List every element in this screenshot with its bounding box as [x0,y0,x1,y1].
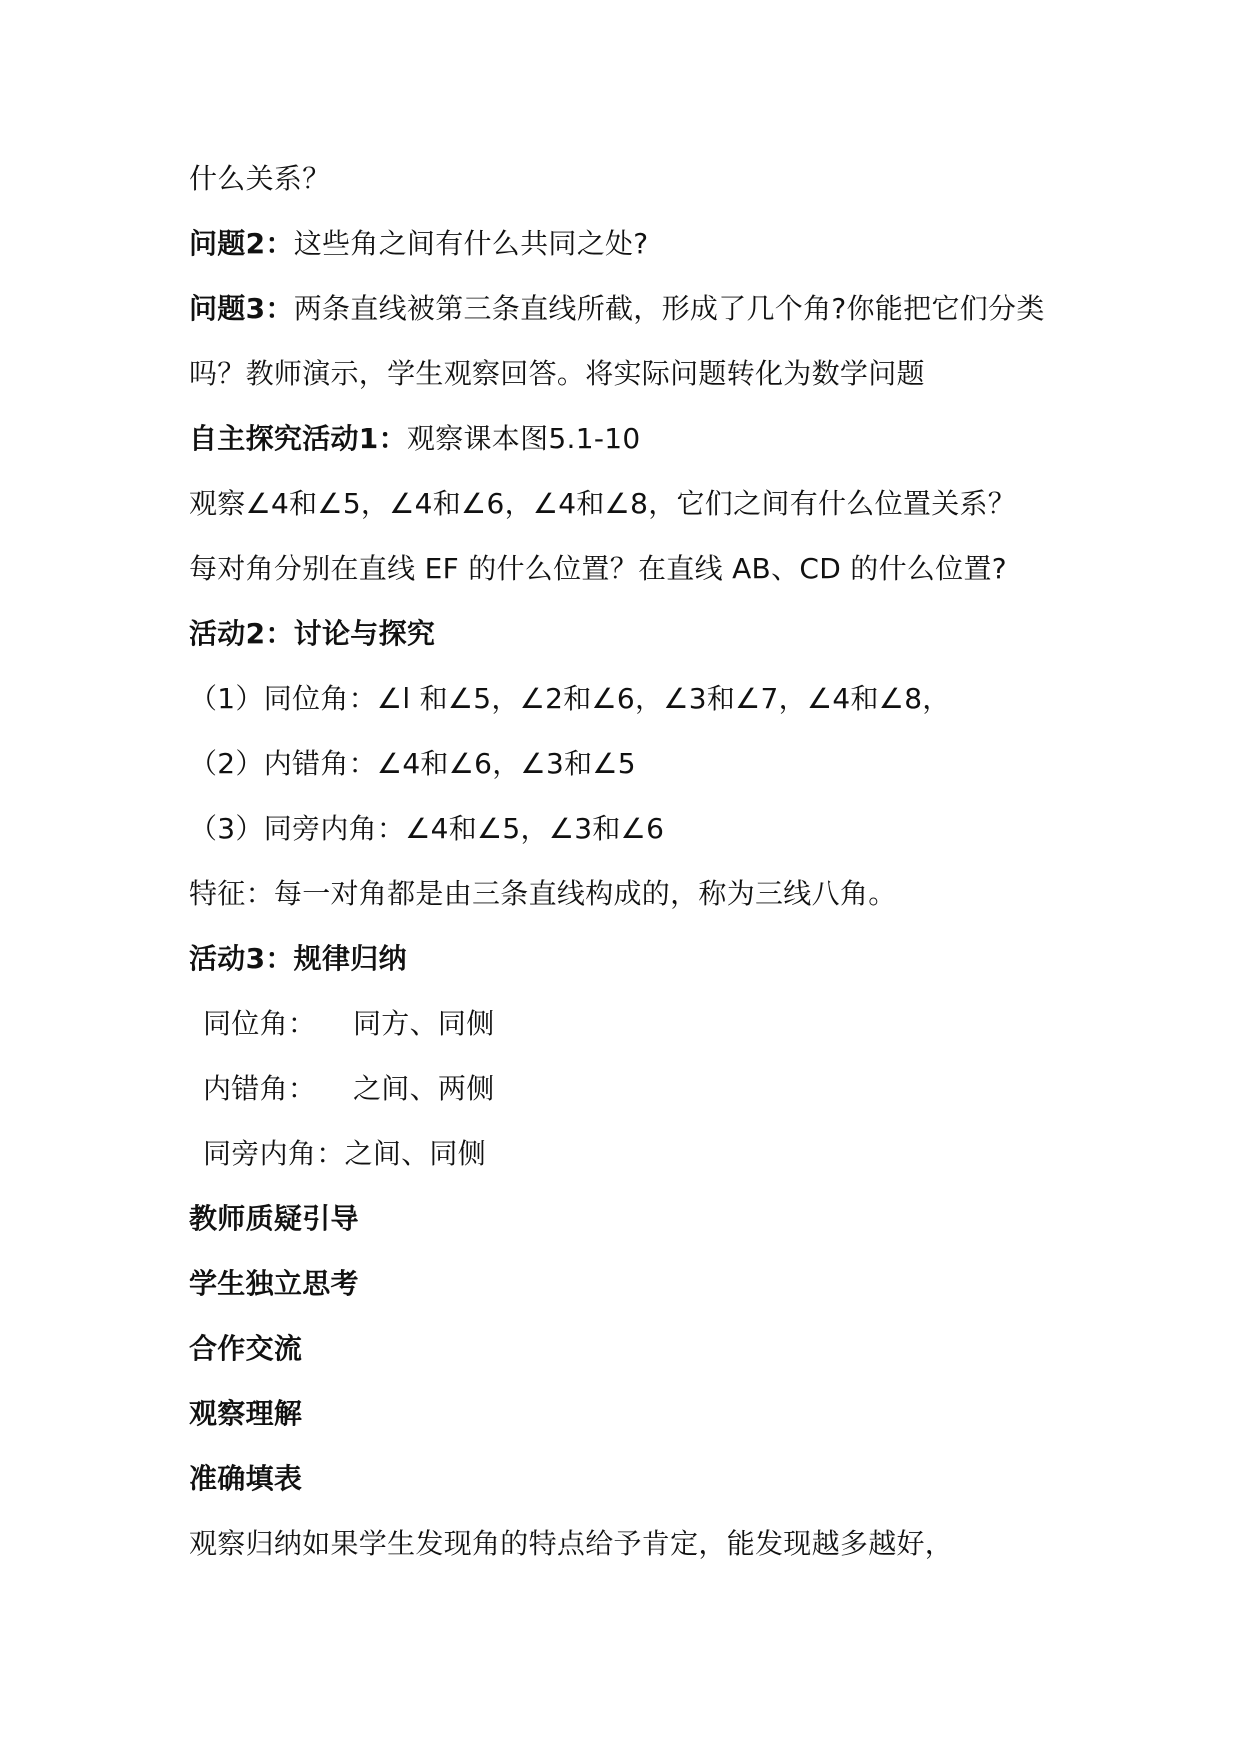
text-line: 什么关系？ [189,162,331,195]
rule-value: 之间、同侧 [344,1137,487,1170]
rule-key: 内错角： [203,1072,317,1105]
list-item: （2）内错角：∠4和∠6，∠3和∠5 [189,747,636,780]
question-2: 问题2：这些角之间有什么共同之处? [189,227,649,260]
text-line: 每对角分别在直线 EF 的什么位置？在直线 AB、CD 的什么位置? [189,552,1007,585]
question-label: 问题3： [189,292,294,325]
activity-1: 自主探究活动1：观察课本图5.1-10 [189,422,641,455]
rule-row [189,1135,1089,1200]
activity-3-heading: 活动3：规律归纳 [189,942,407,975]
bold-line: 学生独立思考 [189,1267,359,1300]
rule-row [189,1005,1089,1070]
rule-row [189,1070,1089,1135]
list-item: （1）同位角：∠l 和∠5，∠2和∠6，∠3和∠7，∠4和∠8， [189,682,951,715]
rule-value: 同方、同侧 [353,1007,495,1040]
text-line: 观察∠4和∠5，∠4和∠6，∠4和∠8，它们之间有什么位置关系？ [189,487,1017,520]
question-label: 问题2： [189,227,294,260]
list-item: （3）同旁内角：∠4和∠5，∠3和∠6 [189,812,665,845]
text-line: 观察归纳如果学生发现角的特点给予肯定，能发现越多越好， [189,1527,954,1560]
question-3: 问题3：两条直线被第三条直线所截，形成了几个角?你能把它们分类 [189,292,1045,325]
activity-2-heading: 活动2：讨论与探究 [189,617,436,650]
text-line: 吗？教师演示，学生观察回答。将实际问题转化为数学问题 [189,357,925,390]
rule-key: 同旁内角： [203,1137,345,1170]
activity-label: 自主探究活动1： [189,422,407,455]
bold-line: 准确填表 [189,1462,303,1495]
bold-line: 教师质疑引导 [189,1202,359,1235]
rule-key: 同位角： [203,1007,317,1040]
bold-line: 合作交流 [189,1332,303,1365]
text-line: 特征：每一对角都是由三条直线构成的，称为三线八角。 [189,877,897,910]
bold-line: 观察理解 [189,1397,303,1430]
document-body [189,160,1089,1590]
rule-value: 之间、两侧 [353,1072,495,1105]
